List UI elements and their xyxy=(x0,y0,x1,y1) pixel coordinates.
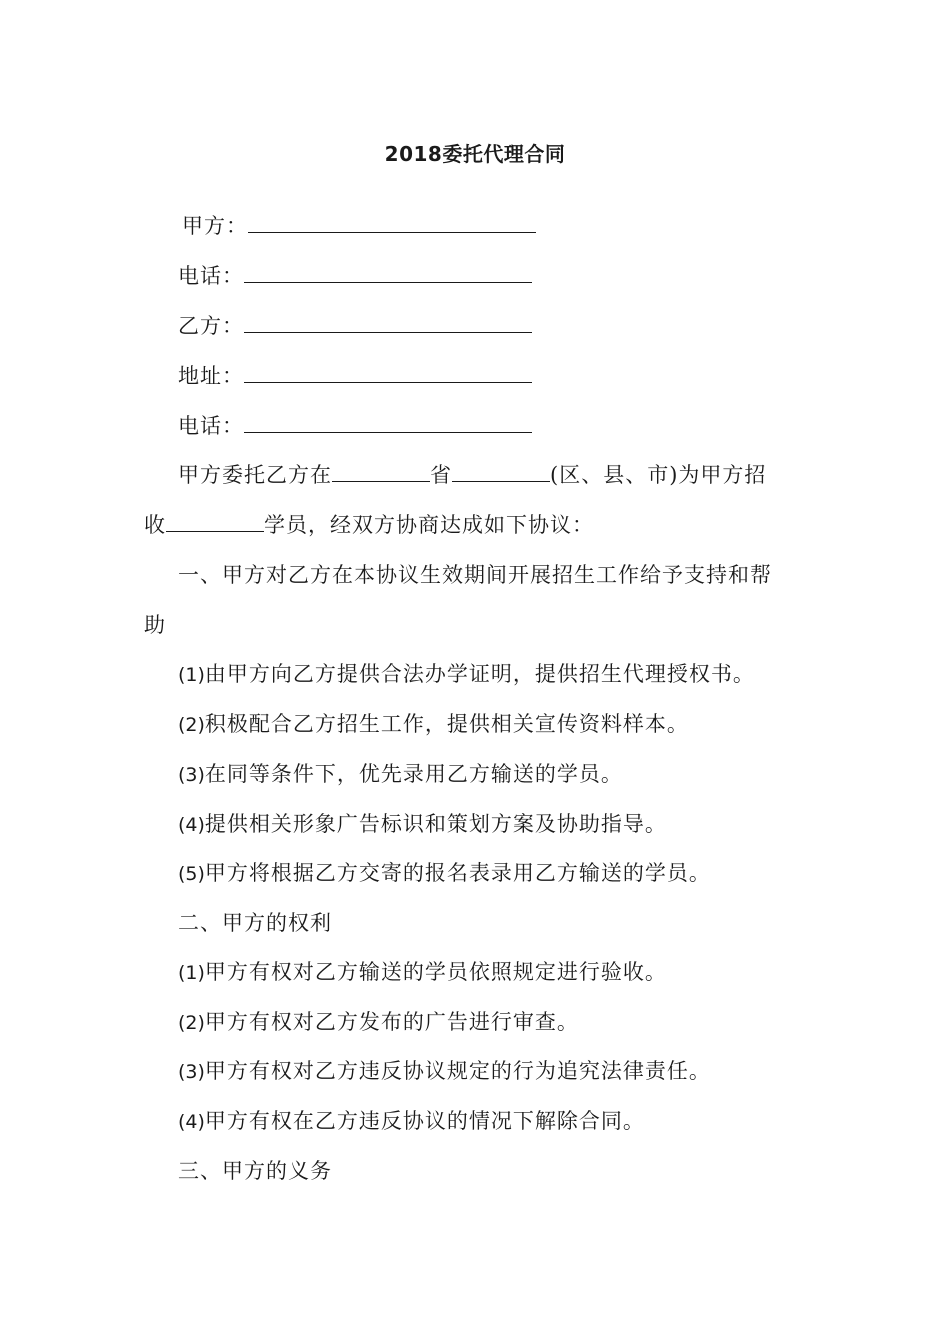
fill-in-blank xyxy=(244,310,532,333)
list-item xyxy=(178,659,755,690)
item-text: 甲方将根据乙方交寄的报名表录用乙方输送的学员。 xyxy=(204,861,711,885)
item-text: 提供相关形象广告标识和策划方案及协助指导。 xyxy=(204,812,667,836)
section-1-heading: 一、甲方对乙方在本协议生效期间开展招生工作给予支持和帮 xyxy=(178,563,772,587)
list-item xyxy=(178,1056,711,1087)
intro-text: 省 xyxy=(430,463,452,487)
item-number: (2) xyxy=(178,714,205,736)
section-2-heading: 二、甲方的权利 xyxy=(178,911,332,935)
item-text: 积极配合乙方招生工作，提供相关宣传资料样本。 xyxy=(204,712,689,736)
section-3-heading: 三、甲方的义务 xyxy=(178,1159,332,1183)
field-party-a xyxy=(182,210,536,241)
field-label: 电话： xyxy=(178,414,244,438)
field-label: 乙方： xyxy=(178,314,244,338)
intro-line-2 xyxy=(144,509,594,540)
fill-in-blank xyxy=(244,260,532,283)
field-phone-a xyxy=(178,260,532,291)
item-text: 甲方有权对乙方发布的广告进行审查。 xyxy=(204,1010,579,1034)
item-number: (2) xyxy=(178,1012,205,1034)
field-phone-b xyxy=(178,410,532,441)
field-label: 地址： xyxy=(178,364,244,388)
fill-in-blank xyxy=(332,459,430,482)
item-number: (4) xyxy=(178,814,205,836)
item-text: 甲方有权对乙方违反协议规定的行为追究法律责任。 xyxy=(204,1059,711,1083)
section-1-heading-cont: 助 xyxy=(144,613,166,637)
item-text: 甲方有权对乙方输送的学员依照规定进行验收。 xyxy=(204,960,667,984)
intro-text: 学员，经双方协商达成如下协议： xyxy=(264,513,594,537)
document-title: 2018委托代理合同 xyxy=(384,142,566,166)
list-item xyxy=(178,957,667,988)
list-item xyxy=(178,809,667,840)
intro-text: 收 xyxy=(144,513,166,537)
field-label: 甲方： xyxy=(182,214,248,238)
item-number: (3) xyxy=(178,764,205,786)
list-item xyxy=(178,1106,645,1137)
item-number: (5) xyxy=(178,863,205,885)
fill-in-blank xyxy=(244,410,532,433)
item-text: 甲方有权在乙方违反协议的情况下解除合同。 xyxy=(204,1109,645,1133)
item-text: 由甲方向乙方提供合法办学证明，提供招生代理授权书。 xyxy=(204,662,755,686)
item-number: (3) xyxy=(178,1061,205,1083)
list-item xyxy=(178,759,623,790)
item-number: (4) xyxy=(178,1111,205,1133)
fill-in-blank xyxy=(166,509,264,532)
item-number: (1) xyxy=(178,664,205,686)
field-label: 电话： xyxy=(178,264,244,288)
intro-line-1 xyxy=(178,459,766,490)
intro-text: 甲方委托乙方在 xyxy=(178,463,332,487)
field-party-b xyxy=(178,310,532,341)
list-item xyxy=(178,1007,579,1038)
fill-in-blank xyxy=(248,210,536,233)
fill-in-blank xyxy=(244,360,532,383)
fill-in-blank xyxy=(452,459,550,482)
item-number: (1) xyxy=(178,962,205,984)
intro-text: (区、县、市)为甲方招 xyxy=(550,463,767,487)
list-item xyxy=(178,858,711,889)
list-item xyxy=(178,709,689,740)
field-address xyxy=(178,360,532,391)
item-text: 在同等条件下，优先录用乙方输送的学员。 xyxy=(204,762,623,786)
